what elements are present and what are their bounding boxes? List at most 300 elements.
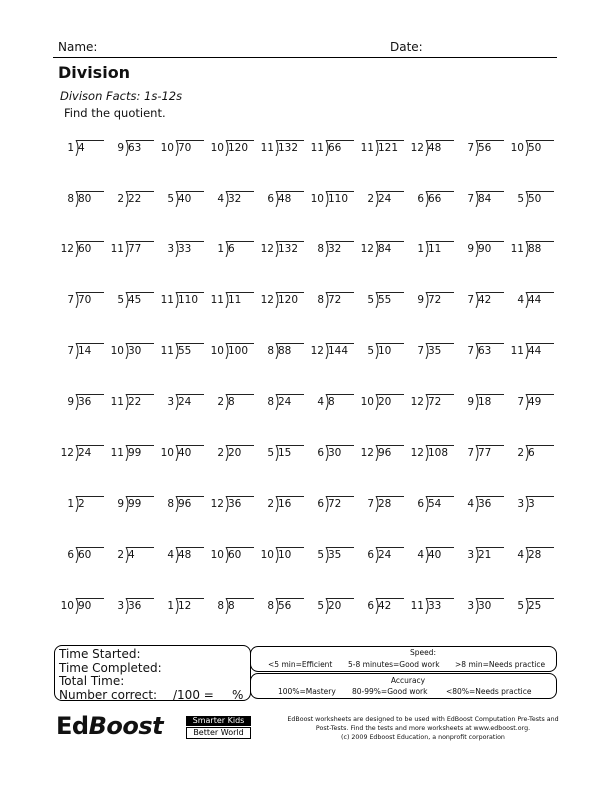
division-problem	[455, 241, 505, 259]
division-problem	[105, 445, 155, 463]
divisor: 5	[517, 193, 524, 205]
divisor: 7	[467, 294, 474, 306]
divisor: 2	[117, 193, 124, 205]
dividend: 21	[478, 549, 492, 561]
vinculum	[226, 598, 254, 599]
vinculum	[126, 292, 154, 293]
division-problem	[405, 547, 455, 565]
divisor: 6	[417, 498, 424, 510]
divisor: 6	[267, 193, 274, 205]
dividend: 36	[78, 396, 92, 408]
divisor: 4	[417, 549, 424, 561]
vinculum	[126, 241, 154, 242]
vinculum	[126, 394, 154, 395]
division-problem	[155, 598, 205, 616]
vinculum	[176, 445, 204, 446]
dividend: 11	[428, 243, 442, 255]
vinculum	[76, 394, 104, 395]
dividend: 144	[328, 345, 349, 357]
divisor: 9	[117, 498, 124, 510]
divisor: 5	[267, 447, 274, 459]
divisor: 12	[410, 142, 424, 154]
dividend: 10	[378, 345, 392, 357]
dividend: 120	[228, 142, 249, 154]
division-problem	[505, 343, 555, 361]
divisor: 3	[117, 600, 124, 612]
dividend: 48	[178, 549, 192, 561]
vinculum	[376, 140, 404, 141]
division-problem	[355, 140, 405, 158]
divisor: 10	[110, 345, 124, 357]
dividend: 40	[178, 193, 192, 205]
dividend: 108	[428, 447, 449, 459]
logo-tagline-1: Smarter Kids	[186, 716, 251, 726]
division-problem	[255, 547, 305, 565]
vinculum	[276, 445, 304, 446]
vinculum	[326, 598, 354, 599]
speed-needs: >8 min=Needs practice	[455, 660, 546, 669]
divisor: 6	[367, 600, 374, 612]
vinculum	[126, 343, 154, 344]
divisor: 4	[467, 498, 474, 510]
footer-note	[278, 715, 568, 742]
divisor: 8	[317, 294, 324, 306]
dividend: 11	[228, 294, 242, 306]
division-problem	[355, 394, 405, 412]
dividend: 72	[328, 498, 342, 510]
dividend: 42	[378, 600, 392, 612]
dividend: 66	[328, 142, 342, 154]
vinculum	[426, 445, 454, 446]
division-problem	[255, 191, 305, 209]
divisor: 5	[517, 600, 524, 612]
divisor: 9	[467, 396, 474, 408]
division-problem	[55, 547, 105, 565]
division-problem	[255, 343, 305, 361]
division-problem	[405, 292, 455, 310]
vinculum	[476, 191, 504, 192]
dividend: 90	[478, 243, 492, 255]
dividend: 20	[378, 396, 392, 408]
logo-tagline-2: Better World	[186, 727, 251, 739]
divisor: 8	[267, 345, 274, 357]
division-problem	[305, 140, 355, 158]
vinculum	[526, 191, 554, 192]
divisor: 7	[67, 345, 74, 357]
dividend: 56	[278, 600, 292, 612]
divisor: 5	[167, 193, 174, 205]
date-label: Date:	[390, 40, 423, 54]
division-problem	[355, 292, 405, 310]
divisor: 2	[367, 193, 374, 205]
divisor: 7	[517, 396, 524, 408]
dividend: 77	[128, 243, 142, 255]
divisor: 7	[467, 447, 474, 459]
vinculum	[476, 598, 504, 599]
division-problem	[405, 191, 455, 209]
division-problem	[155, 343, 205, 361]
dividend: 96	[178, 498, 192, 510]
division-problem	[55, 394, 105, 412]
divisor: 12	[310, 345, 324, 357]
accuracy-needs: <80%=Needs practice	[446, 687, 532, 696]
divisor: 5	[317, 549, 324, 561]
edboost-logo	[56, 712, 163, 742]
division-problem	[105, 140, 155, 158]
vinculum	[326, 547, 354, 548]
vinculum	[326, 191, 354, 192]
divisor: 10	[210, 142, 224, 154]
division-problem	[55, 191, 105, 209]
dividend: 72	[428, 396, 442, 408]
divisor: 2	[217, 447, 224, 459]
dividend: 22	[128, 396, 142, 408]
speed-good: 5-8 minutes=Good work	[348, 660, 440, 669]
division-problem	[355, 598, 405, 616]
dividend: 84	[478, 193, 492, 205]
division-problem	[455, 394, 505, 412]
divisor: 5	[117, 294, 124, 306]
dividend: 4	[78, 142, 85, 154]
division-problem	[355, 547, 405, 565]
division-problem	[405, 598, 455, 616]
logo-boost: Boost	[88, 712, 164, 740]
vinculum	[176, 343, 204, 344]
division-problem	[255, 445, 305, 463]
divisor: 8	[217, 600, 224, 612]
dividend: 18	[478, 396, 492, 408]
division-problem	[105, 496, 155, 514]
dividend: 63	[478, 345, 492, 357]
division-problem	[455, 343, 505, 361]
dividend: 80	[78, 193, 92, 205]
division-problem	[305, 343, 355, 361]
vinculum	[176, 598, 204, 599]
division-problem	[205, 241, 255, 259]
vinculum	[226, 445, 254, 446]
dividend: 30	[328, 447, 342, 459]
divisor: 6	[67, 549, 74, 561]
number-correct-label: Number correct:	[59, 688, 158, 702]
division-problem	[305, 445, 355, 463]
division-problem	[405, 140, 455, 158]
divisor: 7	[467, 193, 474, 205]
division-problem	[505, 547, 555, 565]
vinculum	[476, 547, 504, 548]
divisor: 5	[317, 600, 324, 612]
division-problem	[205, 394, 255, 412]
division-problem	[405, 496, 455, 514]
division-problem	[155, 241, 205, 259]
division-problem	[455, 547, 505, 565]
dividend: 36	[478, 498, 492, 510]
vinculum	[326, 343, 354, 344]
divisor: 3	[167, 396, 174, 408]
division-problem	[355, 343, 405, 361]
vinculum	[226, 140, 254, 141]
divisor: 9	[117, 142, 124, 154]
divisor: 10	[160, 447, 174, 459]
division-problem	[105, 191, 155, 209]
divisor: 11	[260, 142, 274, 154]
dividend: 50	[528, 142, 542, 154]
vinculum	[226, 292, 254, 293]
divisor: 12	[360, 447, 374, 459]
vinculum	[76, 140, 104, 141]
dividend: 10	[278, 549, 292, 561]
percent-sign: %	[232, 688, 244, 702]
divisor: 1	[67, 142, 74, 154]
vinculum	[176, 191, 204, 192]
division-problem	[455, 496, 505, 514]
dividend: 14	[78, 345, 92, 357]
divisor: 11	[110, 396, 124, 408]
division-problem	[505, 241, 555, 259]
dividend: 35	[328, 549, 342, 561]
dividend: 44	[528, 294, 542, 306]
vinculum	[476, 292, 504, 293]
divisor: 4	[167, 549, 174, 561]
division-problem	[455, 191, 505, 209]
division-problem	[255, 140, 305, 158]
dividend: 15	[278, 447, 292, 459]
divisor: 6	[317, 447, 324, 459]
instruction: Find the quotient.	[64, 106, 166, 120]
division-problem	[305, 394, 355, 412]
vinculum	[226, 191, 254, 192]
vinculum	[426, 496, 454, 497]
division-problem	[305, 241, 355, 259]
dividend: 33	[178, 243, 192, 255]
dividend: 32	[328, 243, 342, 255]
dividend: 24	[178, 396, 192, 408]
dividend: 16	[278, 498, 292, 510]
division-problem	[155, 394, 205, 412]
divisor: 11	[310, 142, 324, 154]
vinculum	[76, 191, 104, 192]
vinculum	[276, 394, 304, 395]
division-problem	[205, 598, 255, 616]
divisor: 6	[367, 549, 374, 561]
vinculum	[126, 191, 154, 192]
dividend: 88	[278, 345, 292, 357]
divisor: 6	[317, 498, 324, 510]
vinculum	[526, 445, 554, 446]
division-problem	[405, 241, 455, 259]
vinculum	[326, 394, 354, 395]
dividend: 63	[128, 142, 142, 154]
division-problem	[305, 547, 355, 565]
dividend: 121	[378, 142, 399, 154]
vinculum	[276, 547, 304, 548]
division-problem	[405, 343, 455, 361]
vinculum	[326, 292, 354, 293]
vinculum	[476, 140, 504, 141]
vinculum	[526, 343, 554, 344]
vinculum	[126, 496, 154, 497]
division-problem	[155, 445, 205, 463]
vinculum	[176, 496, 204, 497]
vinculum	[226, 343, 254, 344]
vinculum	[76, 598, 104, 599]
vinculum	[526, 241, 554, 242]
vinculum	[276, 292, 304, 293]
division-problem	[505, 496, 555, 514]
divisor: 1	[217, 243, 224, 255]
dividend: 36	[128, 600, 142, 612]
dividend: 84	[378, 243, 392, 255]
vinculum	[76, 496, 104, 497]
dividend: 20	[228, 447, 242, 459]
vinculum	[226, 496, 254, 497]
division-problem	[305, 598, 355, 616]
dividend: 55	[378, 294, 392, 306]
divisor: 3	[167, 243, 174, 255]
division-problem	[155, 140, 205, 158]
divisor: 1	[167, 600, 174, 612]
vinculum	[276, 598, 304, 599]
dividend: 3	[528, 498, 535, 510]
divisor: 12	[410, 396, 424, 408]
division-problem	[355, 445, 405, 463]
divisor: 3	[517, 498, 524, 510]
vinculum	[476, 241, 504, 242]
dividend: 120	[278, 294, 299, 306]
vinculum	[376, 241, 404, 242]
dividend: 60	[78, 243, 92, 255]
vinculum	[126, 598, 154, 599]
divisor: 9	[417, 294, 424, 306]
vinculum	[376, 547, 404, 548]
time-completed-label: Time Completed:	[59, 661, 162, 675]
dividend: 110	[328, 193, 349, 205]
dividend: 40	[178, 447, 192, 459]
dividend: 72	[328, 294, 342, 306]
total-time-label: Total Time:	[59, 674, 125, 688]
dividend: 20	[328, 600, 342, 612]
dividend: 60	[78, 549, 92, 561]
divisor: 10	[310, 193, 324, 205]
dividend: 48	[428, 142, 442, 154]
dividend: 60	[228, 549, 242, 561]
vinculum	[76, 445, 104, 446]
vinculum	[76, 343, 104, 344]
divisor: 10	[510, 142, 524, 154]
divisor: 11	[210, 294, 224, 306]
vinculum	[226, 241, 254, 242]
division-problem	[155, 496, 205, 514]
division-problem	[205, 140, 255, 158]
dividend: 22	[128, 193, 142, 205]
vinculum	[476, 496, 504, 497]
dividend: 70	[178, 142, 192, 154]
divisor: 6	[417, 193, 424, 205]
vinculum	[376, 445, 404, 446]
divisor: 12	[410, 447, 424, 459]
vinculum	[276, 191, 304, 192]
footer-line-1: EdBoost worksheets are designed to be used with EdBoost Computation Pre-Tests and	[287, 716, 559, 723]
divisor: 2	[267, 498, 274, 510]
division-problem	[355, 191, 405, 209]
divisor: 10	[210, 345, 224, 357]
dividend: 132	[278, 142, 299, 154]
dividend: 96	[378, 447, 392, 459]
dividend: 8	[228, 600, 235, 612]
vinculum	[126, 445, 154, 446]
division-problem	[255, 598, 305, 616]
divisor: 10	[260, 549, 274, 561]
dividend: 30	[128, 345, 142, 357]
division-problem	[105, 394, 155, 412]
division-problem	[155, 191, 205, 209]
division-problem	[405, 445, 455, 463]
vinculum	[426, 241, 454, 242]
vinculum	[276, 241, 304, 242]
division-problem	[455, 140, 505, 158]
vinculum	[326, 496, 354, 497]
division-problem	[55, 292, 105, 310]
vinculum	[376, 598, 404, 599]
dividend: 24	[378, 193, 392, 205]
dividend: 28	[528, 549, 542, 561]
out-of-label: /100 =	[173, 688, 214, 702]
vinculum	[76, 241, 104, 242]
division-problem	[105, 292, 155, 310]
division-problem	[55, 343, 105, 361]
division-problem	[505, 191, 555, 209]
divisor: 12	[360, 243, 374, 255]
divisor: 10	[210, 549, 224, 561]
speed-title: Speed:	[409, 648, 437, 657]
divisor: 11	[160, 294, 174, 306]
dividend: 99	[128, 498, 142, 510]
dividend: 99	[128, 447, 142, 459]
divisor: 5	[367, 294, 374, 306]
divisor: 1	[67, 498, 74, 510]
dividend: 48	[278, 193, 292, 205]
vinculum	[176, 140, 204, 141]
vinculum	[426, 140, 454, 141]
division-problem	[55, 140, 105, 158]
vinculum	[376, 394, 404, 395]
vinculum	[176, 394, 204, 395]
dividend: 8	[228, 396, 235, 408]
vinculum	[526, 292, 554, 293]
division-problem	[55, 241, 105, 259]
dividend: 88	[528, 243, 542, 255]
dividend: 132	[278, 243, 299, 255]
dividend: 40	[428, 549, 442, 561]
dividend: 6	[528, 447, 535, 459]
division-problem	[105, 547, 155, 565]
vinculum	[526, 394, 554, 395]
divisor: 12	[60, 243, 74, 255]
dividend: 25	[528, 600, 542, 612]
vinculum	[376, 292, 404, 293]
division-problem	[355, 241, 405, 259]
divisor: 7	[467, 345, 474, 357]
dividend: 30	[478, 600, 492, 612]
division-problem	[255, 394, 305, 412]
divisor: 11	[510, 345, 524, 357]
vinculum	[526, 496, 554, 497]
vinculum	[426, 191, 454, 192]
vinculum	[226, 547, 254, 548]
vinculum	[526, 598, 554, 599]
divisor: 7	[467, 142, 474, 154]
accuracy-good: 80-99%=Good work	[352, 687, 428, 696]
dividend: 24	[278, 396, 292, 408]
